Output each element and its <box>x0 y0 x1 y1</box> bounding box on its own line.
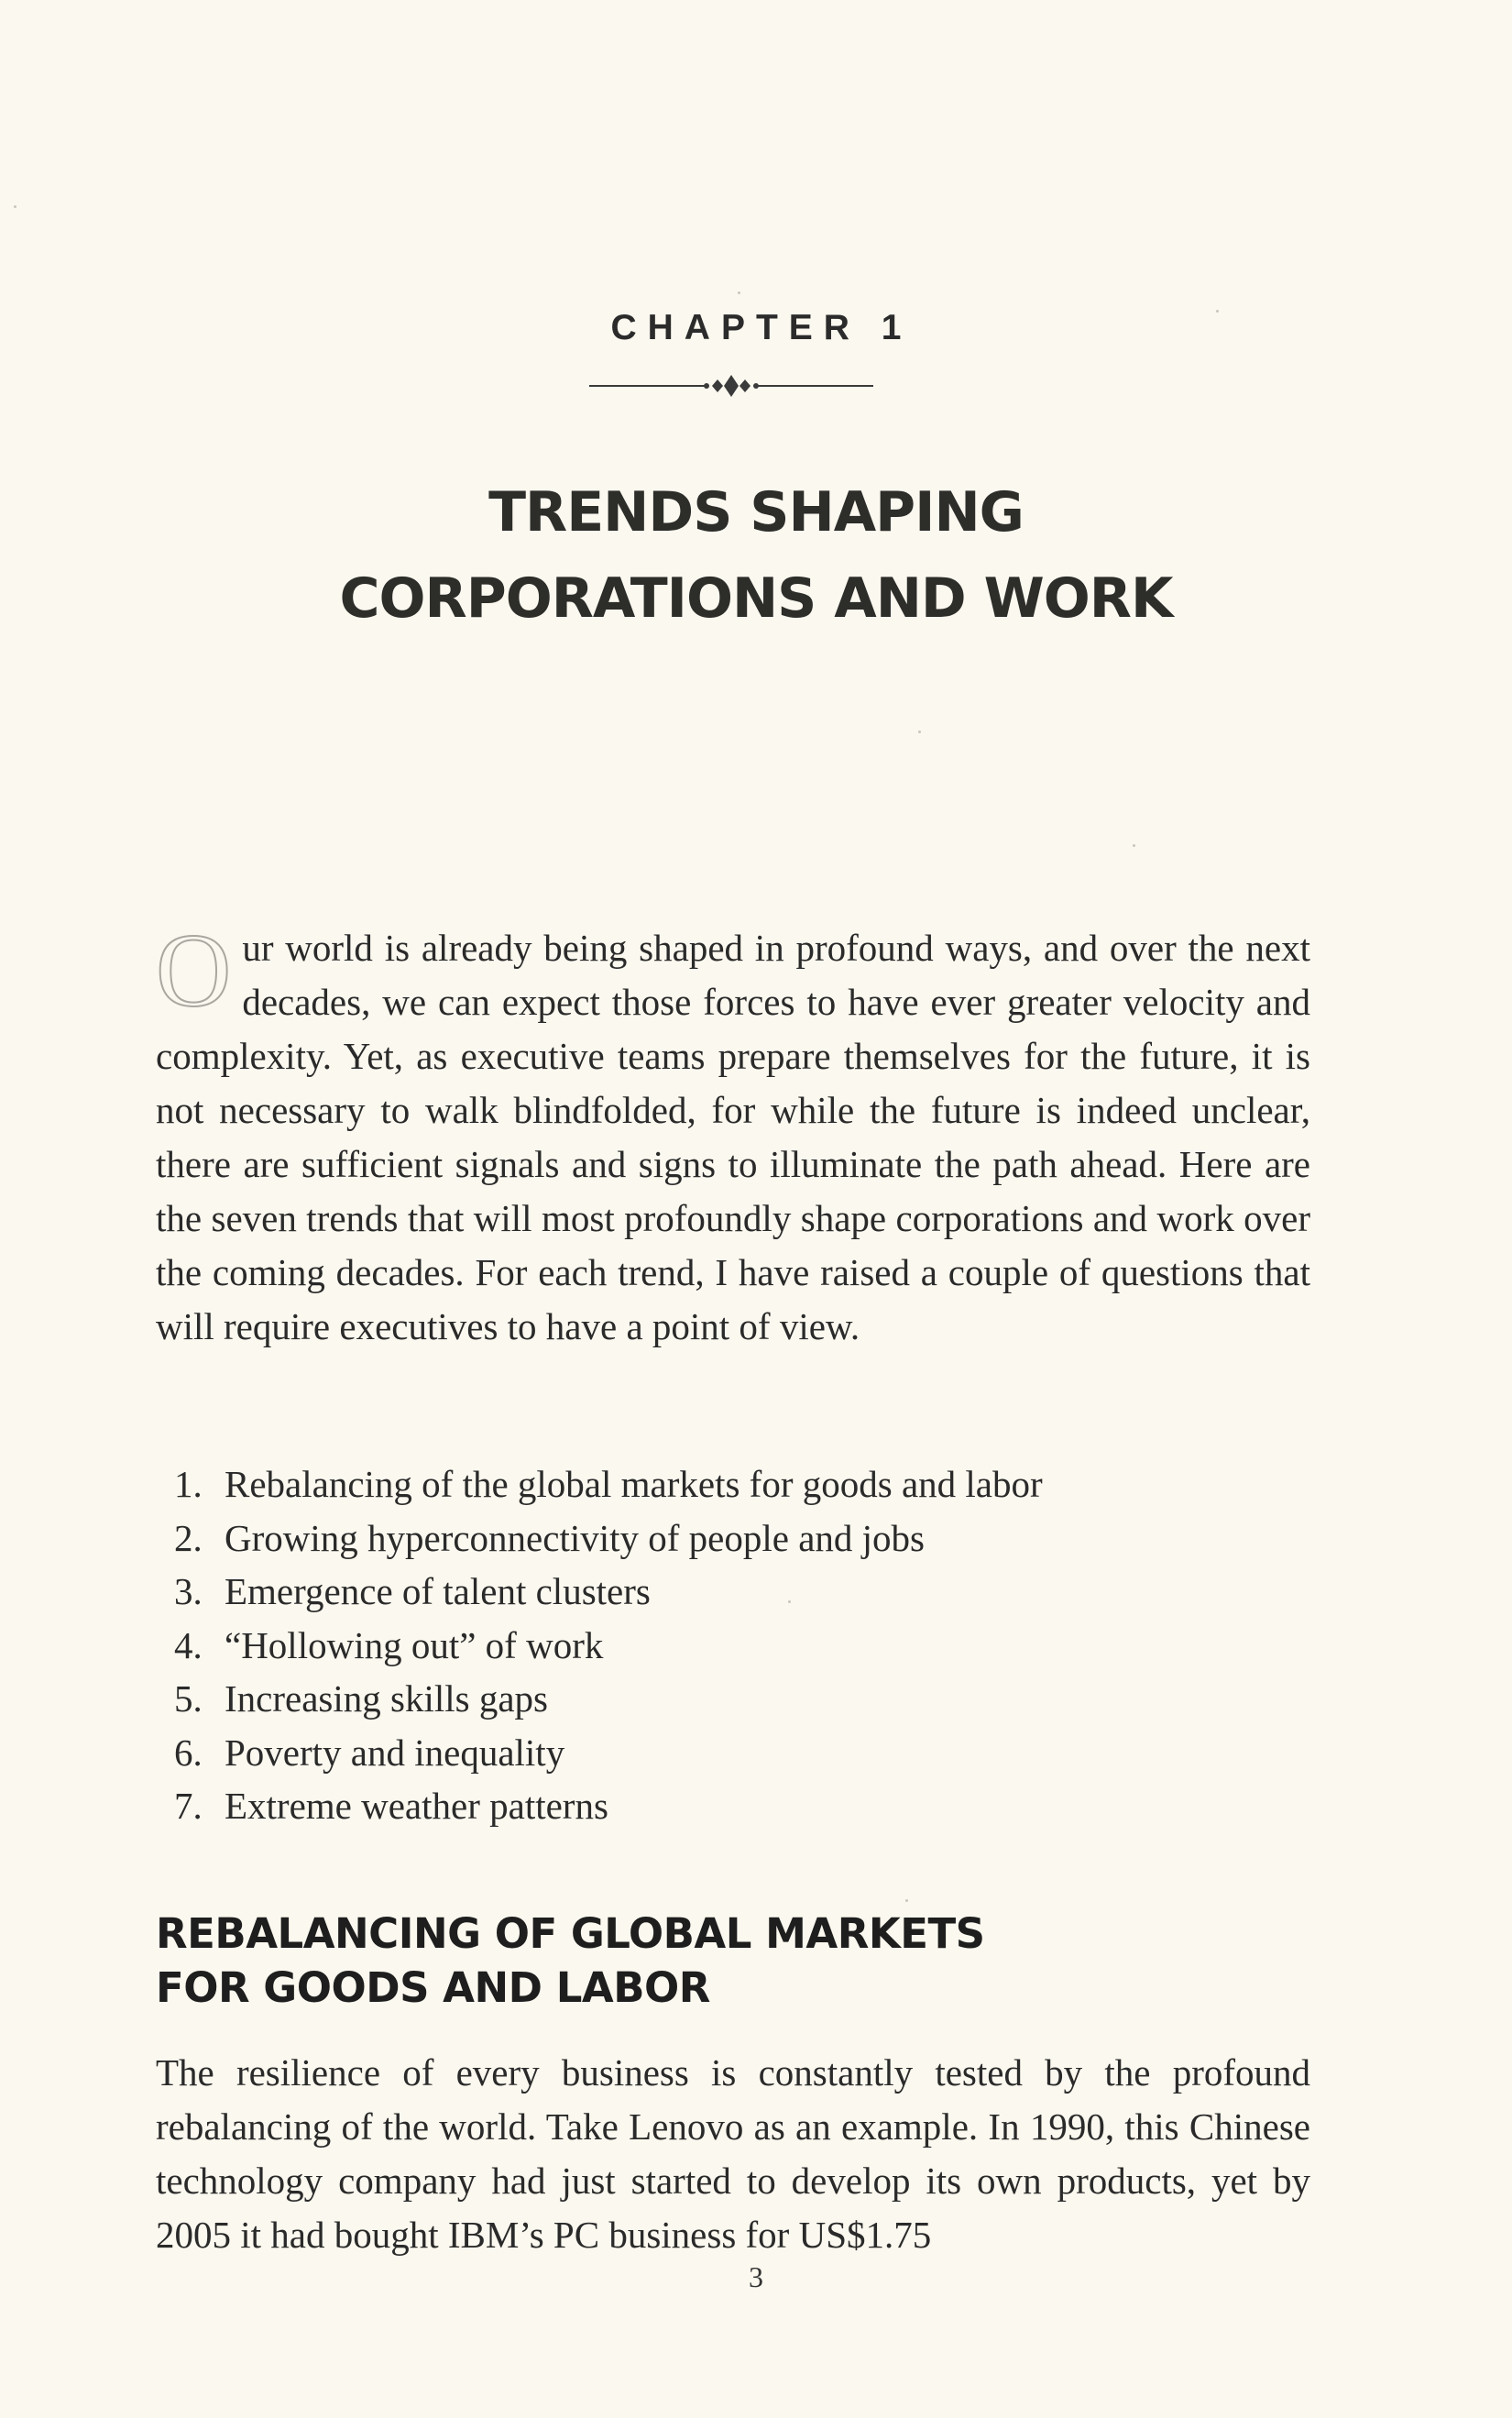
chapter-label: CHAPTER 1 <box>610 308 913 347</box>
paper-speck <box>14 205 16 208</box>
section-paragraph: The resilience of every business is constantly tested by the profound rebalancing of the world. Take Lenovo as an example. In 1990, this Chinese technology company had just started to develop its own products, yet by 2005 it had bought IBM’s PC business for US$1.75 <box>156 2051 1310 2256</box>
chapter-title-line-2: CORPORATIONS AND WORK <box>339 566 1173 631</box>
list-item-label: Growing hyperconnectivity of people and jobs <box>225 1516 926 1559</box>
paper-speck <box>905 1899 908 1902</box>
list-item-number: 7. <box>174 1785 203 1827</box>
trend-list <box>174 1457 1043 1833</box>
list-item-number: 5. <box>174 1677 203 1720</box>
list-item-label: Increasing skills gaps <box>225 1677 548 1720</box>
list-item-label: Poverty and inequality <box>225 1731 565 1774</box>
chapter-title-line-1: TRENDS SHAPING <box>488 480 1024 544</box>
list-item-label: Emergence of talent clusters <box>225 1570 651 1612</box>
page-number: 3 <box>749 2260 763 2293</box>
section-heading-line-2: FOR GOODS AND LABOR <box>156 1963 710 2012</box>
paper-speck <box>1216 310 1219 313</box>
intro-text: ur world is already being shaped in profound ways, and over the next decades, we can expect those forces to have ever greater velocity and complexity. Yet, as executive teams prepare themselves for the future, it is not necessary to walk blindfolded, for while the future is indeed unclear, there are sufficient signals and signs to illuminate the path ahead. Here are the seven trends that will most profoundly shape corporations and work over the coming decades. For each trend, I have raised a couple of questions that will require executives to have a point of view. <box>156 927 1310 1347</box>
list-item-number: 3. <box>174 1570 203 1612</box>
paper-speck <box>738 291 740 294</box>
paper-speck <box>1133 844 1135 847</box>
list-item <box>174 1565 1043 1619</box>
chapter-title <box>0 469 1512 642</box>
intro-paragraph <box>156 912 1310 1354</box>
list-item-number: 6. <box>174 1731 203 1774</box>
section-heading <box>156 1907 1310 2015</box>
list-item-label: Extreme weather patterns <box>225 1785 608 1827</box>
paper-speck <box>788 1600 791 1603</box>
list-item <box>174 1672 1043 1726</box>
list-item-number: 4. <box>174 1623 203 1666</box>
list-item <box>174 1779 1043 1833</box>
list-item <box>174 1457 1043 1511</box>
paper-speck <box>918 731 921 733</box>
list-item-number: 1. <box>174 1463 203 1505</box>
section-heading-line-1: REBALANCING OF GLOBAL MARKETS <box>156 1909 985 1958</box>
list-item <box>174 1619 1043 1673</box>
drop-cap: O <box>156 912 232 1028</box>
list-item-number: 2. <box>174 1516 203 1559</box>
list-item-label: Rebalancing of the global markets for goods and labor <box>225 1463 1043 1505</box>
list-item <box>174 1511 1043 1566</box>
list-item-label: “Hollowing out” of work <box>225 1623 604 1666</box>
list-item <box>174 1726 1043 1780</box>
ornament-divider-icon <box>589 370 873 401</box>
